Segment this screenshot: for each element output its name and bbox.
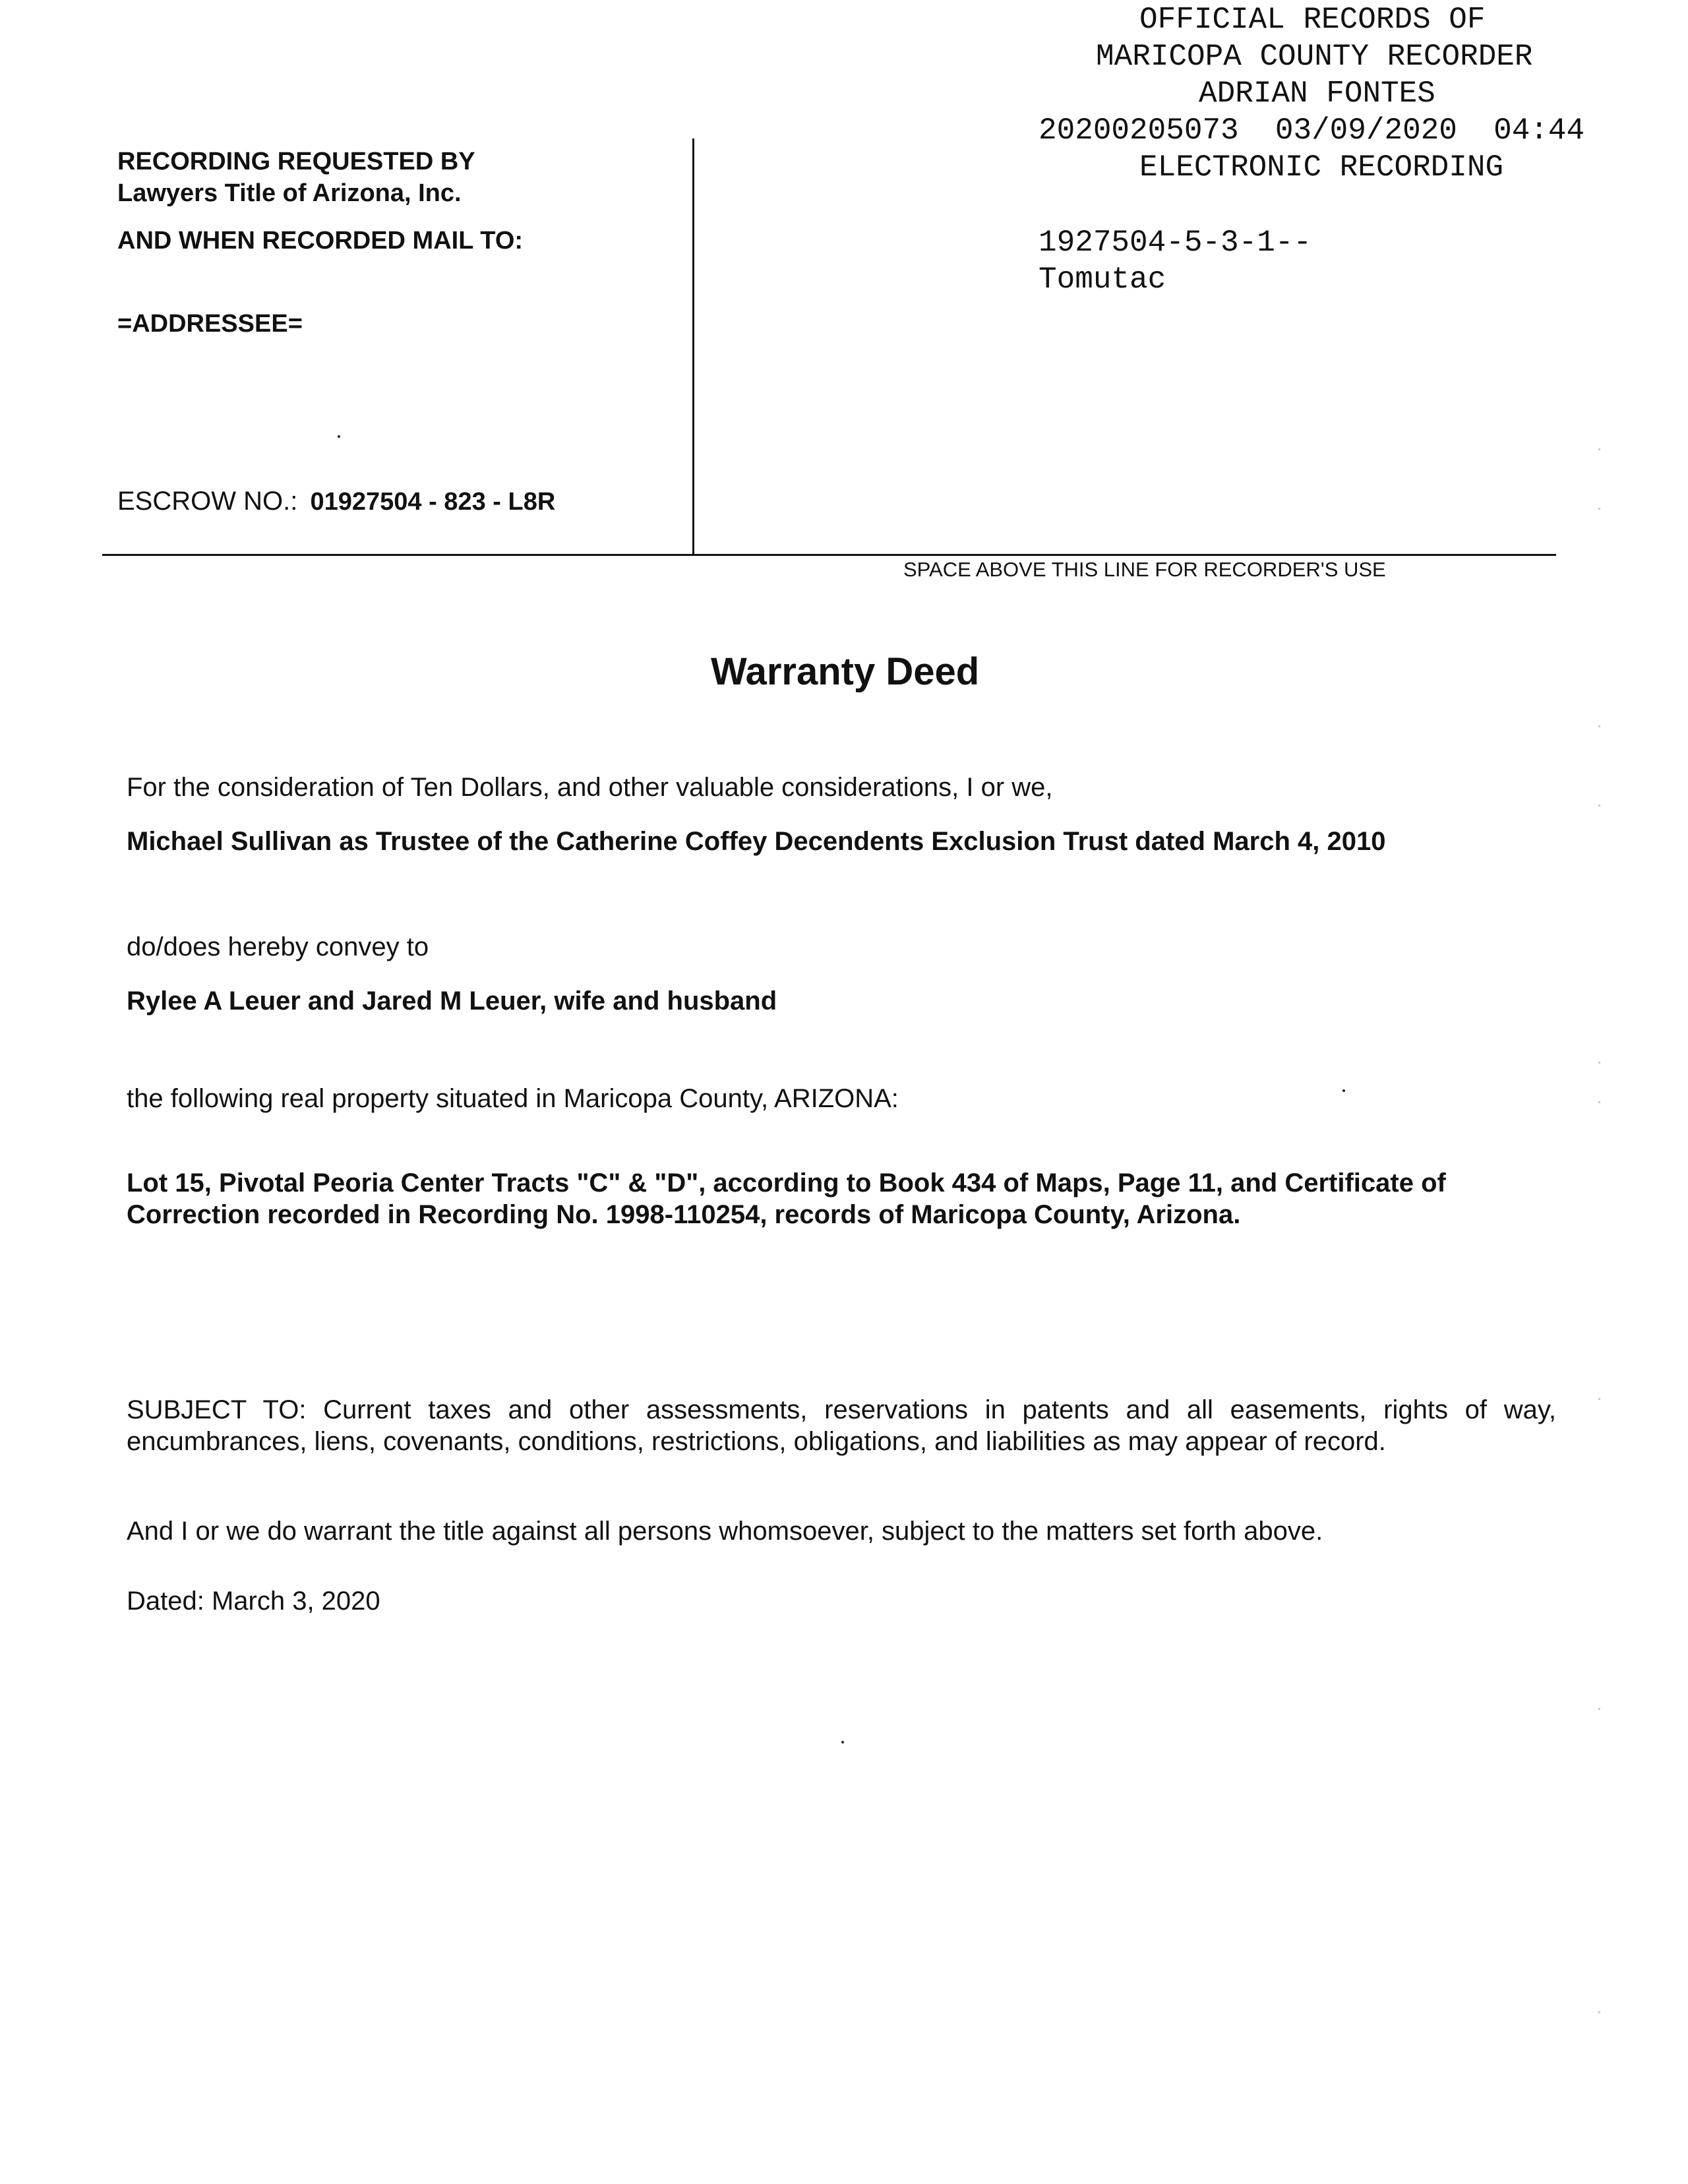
scan-speck — [1598, 2011, 1600, 2013]
consideration-clause: For the consideration of Ten Dollars, and other valuable considerations, I or we, — [127, 773, 1053, 802]
document-title: Warranty Deed — [711, 650, 980, 693]
scan-speck — [1598, 1101, 1600, 1103]
scan-speck — [1598, 1062, 1600, 1064]
recorder-stamp-line3: ADRIAN FONTES — [1199, 76, 1435, 111]
mail-to-label: AND WHEN RECORDED MAIL TO: — [117, 227, 524, 255]
legal-description-line1: Lot 15, Pivotal Peoria Center Tracts "C" & "D", according to Book 434 of Maps, Page 11, and Certificate of — [127, 1168, 1446, 1198]
subject-to-line1: SUBJECT TO: Current taxes and other assessments, reservations in patents and all easements, rights of way, — [127, 1395, 1556, 1424]
scan-speck — [841, 1741, 844, 1744]
escrow-value: 01927504 - 823 - L8R — [310, 488, 556, 516]
grantor-name: Michael Sullivan as Trustee of the Catherine Coffey Decendents Exclusion Trust dated March 4, 2010 — [127, 827, 1386, 856]
requester-name: Lawyers Title of Arizona, Inc. — [117, 179, 462, 207]
scan-speck — [1598, 725, 1600, 727]
recorder-clerk-name: Tomutac — [1039, 262, 1166, 297]
scan-speck — [338, 435, 340, 438]
subject-to-line2: encumbrances, liens, covenants, conditions, restrictions, obligations, and liabilities as may appear of record. — [127, 1427, 1386, 1456]
document-reference-number: 1927504-5-3-1-- — [1039, 226, 1312, 260]
scan-speck — [1598, 804, 1600, 806]
recorder-use-line — [102, 554, 1556, 556]
scan-speck — [1598, 1398, 1600, 1400]
scan-speck — [1598, 1708, 1600, 1710]
scan-speck — [1598, 448, 1600, 450]
grantee-name: Rylee A Leuer and Jared M Leuer, wife and husband — [127, 986, 777, 1016]
recorder-stamp-line5: ELECTRONIC RECORDING — [1139, 150, 1504, 185]
escrow-label: ESCROW NO.: — [117, 487, 298, 516]
dated-line: Dated: March 3, 2020 — [127, 1587, 380, 1616]
recorder-use-label: SPACE ABOVE THIS LINE FOR RECORDER'S USE — [903, 558, 1386, 581]
recorder-stamp-line4: 20200205073 03/09/2020 04:44 — [1039, 113, 1585, 148]
escrow-number — [117, 485, 555, 518]
property-intro: the following real property situated in Maricopa County, ARIZONA: — [127, 1084, 899, 1113]
convey-clause: do/does hereby convey to — [127, 932, 429, 961]
scan-speck — [1342, 1089, 1345, 1092]
addressee-placeholder: =ADDRESSEE= — [117, 310, 303, 338]
recorder-stamp-line2: MARICOPA COUNTY RECORDER — [1096, 40, 1533, 74]
legal-description-line2: Correction recorded in Recording No. 1998-110254, records of Maricopa County, Arizona. — [127, 1200, 1241, 1229]
warranty-clause: And I or we do warrant the title against all persons whomsoever, subject to the matters set forth above. — [127, 1517, 1323, 1546]
recording-requested-by-label: RECORDING REQUESTED BY — [117, 148, 475, 175]
recorder-stamp-line1: OFFICIAL RECORDS OF — [1139, 3, 1486, 37]
header-divider-vertical — [692, 138, 694, 555]
scan-speck — [1598, 508, 1600, 510]
